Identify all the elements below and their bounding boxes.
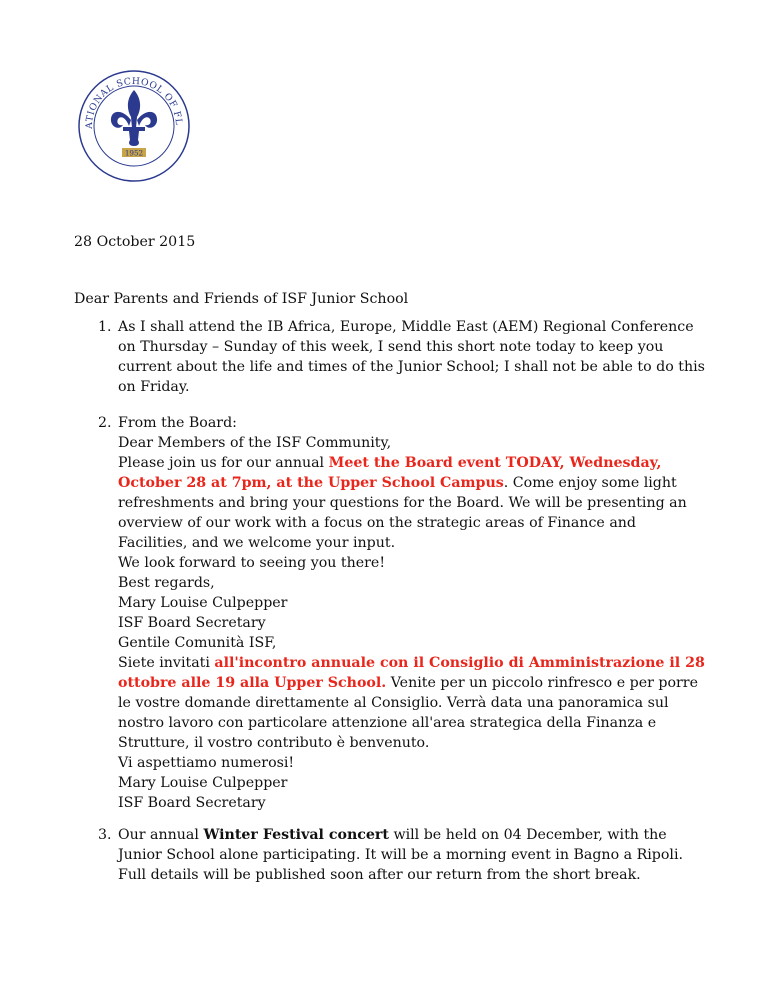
item-number: 2.	[98, 415, 112, 431]
event-highlight-it: all'incontro annuale con il Consiglio di Amministrazione il 28 ottobre alle 19 alla Upper School.	[118, 655, 705, 691]
board-greeting-it: Gentile Comunità ISF,	[118, 635, 277, 651]
item-number: 1.	[98, 319, 112, 335]
signer-name: Mary Louise Culpepper	[118, 775, 288, 791]
school-logo	[76, 68, 192, 184]
signer-name: Mary Louise Culpepper	[118, 595, 288, 611]
list-item	[74, 317, 706, 397]
logo-year: 1952	[124, 148, 144, 158]
logo-ring-text: ATIONAL SCHOOL OF FL	[83, 75, 185, 129]
list-item	[74, 825, 706, 885]
concert-name: Winter Festival concert	[203, 827, 389, 843]
closing-en-1: We look forward to seeing you there!	[118, 555, 386, 571]
signer-title: ISF Board Secretary	[118, 615, 266, 631]
closing-en-2: Best regards,	[118, 575, 215, 591]
item-number: 3.	[98, 827, 112, 843]
fleur-de-lis-icon	[111, 90, 157, 146]
salutation: Dear Parents and Friends of ISF Junior School	[74, 291, 409, 307]
event-highlight-en: Meet the Board event TODAY, Wednesday, October 28 at 7pm, at the Upper School Campus	[118, 455, 662, 491]
signer-title: ISF Board Secretary	[118, 795, 266, 811]
board-greeting-en: Dear Members of the ISF Community,	[118, 435, 392, 451]
item-text: As I shall attend the IB Africa, Europe, Middle East (AEM) Regional Conference on Thursday – Sunday of this week, I send this short note today to keep you current about the life and times of the Junior School; I shall not be able to do this on Friday.	[118, 319, 705, 395]
closing-it: Vi aspettiamo numerosi!	[118, 755, 295, 771]
list-item	[74, 413, 706, 813]
board-paragraph-it: Siete invitati all'incontro annuale con il Consiglio di Amministrazione il 28 ottobre alle 19 alla Upper School. Venite per un piccolo rinfresco e per porre le vostre domande direttamente al Consiglio. Verrà data una panoramica sul nostro lavoro con particolare attenzione all'area strategica della Finanza e Strutture, il vostro contributo è benvenuto.	[118, 655, 705, 751]
item-text: Our annual Winter Festival concert will be held on 04 December, with the Junior School alone participating. It will be a morning event in Bagno a Ripoli. Full details will be published soon after our return from the short break.	[118, 827, 684, 883]
letter-date: 28 October 2015	[74, 234, 196, 250]
board-paragraph-en: Please join us for our annual Meet the Board event TODAY, Wednesday, October 28 at 7pm, at the Upper School Campus. Come enjoy some light refreshments and bring your questions for the Board. We will be presenting an overview of our work with a focus on the strategic areas of Finance and Facilities, and we welcome your input.	[118, 455, 687, 551]
board-heading: From the Board:	[118, 415, 237, 431]
numbered-list	[74, 317, 706, 885]
